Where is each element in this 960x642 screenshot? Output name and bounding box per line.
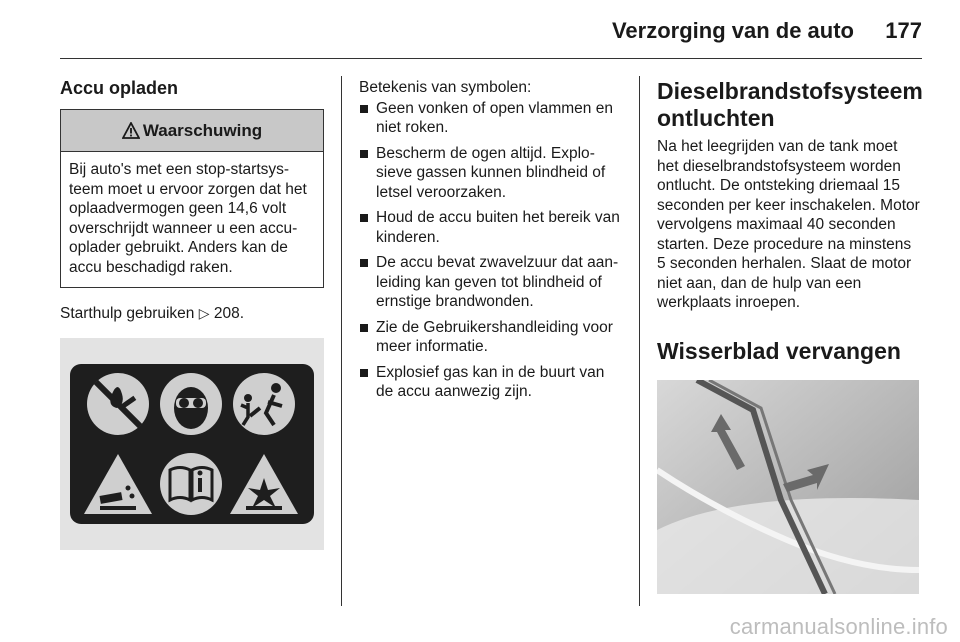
bullet-square-icon: [360, 259, 368, 267]
page-reference-arrow-icon: ▷: [198, 305, 210, 321]
jump-start-text: Starthulp gebruiken: [60, 305, 195, 322]
list-item-text: Zie de Gebruikershandleiding voor meer informatie.: [376, 318, 613, 355]
middle-column: [359, 78, 625, 408]
warning-box: [60, 109, 324, 288]
warning-header: [61, 110, 323, 152]
list-item-text: Houd de accu buiten het bereik van kinderen.: [376, 209, 620, 246]
list-item: [359, 318, 625, 357]
symbols-intro: Betekenis van symbolen:: [359, 79, 532, 96]
list-item: [359, 253, 625, 312]
list-item: [359, 144, 625, 203]
read-manual-icon: [160, 453, 222, 515]
header-title: Verzorging van de auto: [611, 18, 854, 43]
jump-start-page: 208.: [213, 305, 244, 322]
header-rule: [60, 58, 922, 59]
left-column: [60, 78, 324, 368]
right-column: [657, 78, 923, 400]
jump-start-reference: [60, 304, 324, 324]
column-divider-2: [639, 76, 640, 606]
section-heading-battery-charging: Accu opladen: [60, 78, 179, 98]
bullet-square-icon: [360, 105, 368, 113]
warning-label-image: [60, 338, 324, 550]
symbols-list: [359, 99, 625, 402]
bullet-square-icon: [360, 150, 368, 158]
wiper-blade-photo: [657, 380, 919, 594]
bullet-square-icon: [360, 324, 368, 332]
list-item-text: Explosief gas kan in de buurt van de accu aanwezig zijn.: [376, 363, 605, 400]
watermark: carmanualsonline.info: [729, 614, 948, 639]
section-heading-diesel-bleeding: Dieselbrandstofsysteem ontluchten: [657, 78, 923, 131]
eye-protection-icon: [160, 373, 222, 435]
bullet-square-icon: [360, 214, 368, 222]
page-number: 177: [885, 18, 922, 43]
section-heading-wiper-replacement: Wisserblad vervangen: [657, 337, 901, 364]
keep-children-away-icon: [233, 373, 295, 435]
list-item-text: Bescherm de ogen altijd. Explosieve gassen kunnen blindheid of letsel veroorzaken.: [376, 144, 606, 201]
no-fire-icon: [87, 373, 149, 435]
bullet-square-icon: [360, 369, 368, 377]
list-item-text: De accu bevat zwavelzuur dat aanleiding kan geven tot blindheid of ernstige brandwonden.: [376, 254, 619, 310]
column-divider-1: [341, 76, 342, 606]
list-item: [359, 208, 625, 247]
list-item: [359, 99, 625, 138]
list-item-text: Geen vonken of open vlammen en niet roken.: [376, 99, 613, 136]
diesel-bleeding-text: Na het leegrijden van de tank moet het dieselbrandstofsysteem worden ontlucht. De ontsteking driemaal 15 seconden per keer inschakelen. Motor vervolgens maximaal 40 seconden starten. Deze procedure na minstens 5 seconden herhalen. Slaat de motor niet aan, dan de hulp van een werkplaats inroepen.: [657, 138, 920, 311]
warning-title: Waarschuwing: [142, 120, 263, 140]
list-item: [359, 363, 625, 402]
warning-icon: [122, 122, 140, 140]
warning-text: Bij auto's met een stop-startsysteem moet u ervoor zorgen dat het oplaadvermogen geen 14,6 volt overschrijdt wanneer u een accuoplader gebruikt. Anders kan de accu beschadigd raken.: [69, 161, 307, 276]
